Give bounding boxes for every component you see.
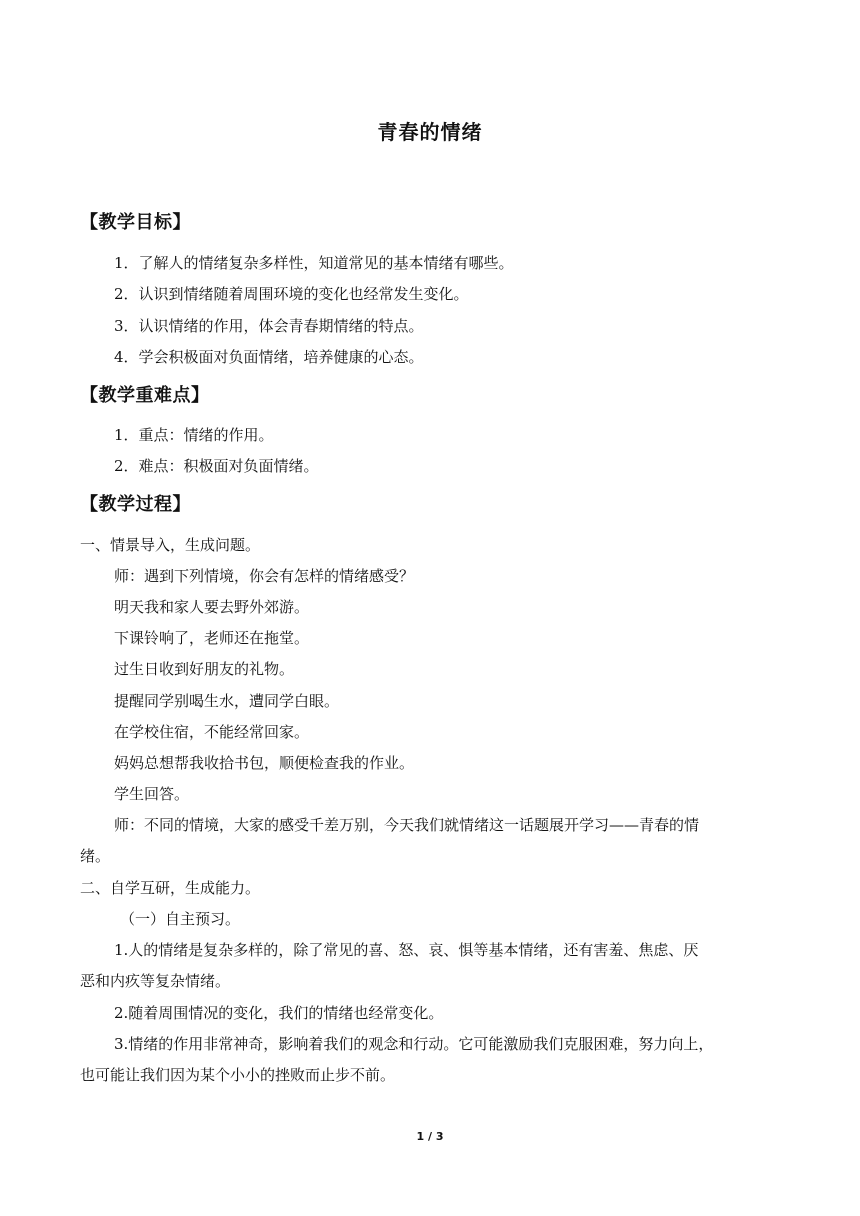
goal-item: 4．学会积极面对负面情绪，培养健康的心态。 [114, 348, 424, 366]
goal-item: 3．认识情绪的作用，体会青春期情绪的特点。 [114, 317, 424, 335]
process-line: 学生回答。 [114, 785, 190, 803]
process-part-title: 二、自学互研，生成能力。 [80, 879, 261, 897]
paragraph-line: 1.人的情绪是复杂多样的，除了常见的喜、怒、哀、惧等基本情绪，还有害羞、焦虑、厌 [114, 941, 699, 959]
paragraph-line: 也可能让我们因为某个小小的挫败而止步不前。 [80, 1066, 396, 1084]
process-line: 师：遇到下列情境，你会有怎样的情绪感受？ [114, 567, 415, 585]
paragraph-line: 3.情绪的作用非常神奇，影响着我们的观念和行动。它可能激励我们克服困难，努力向上， [114, 1035, 714, 1053]
paragraph-line: 恶和内疚等复杂情绪。 [80, 972, 231, 990]
paragraph-line: 2.随着周围情况的变化，我们的情绪也经常变化。 [114, 1004, 444, 1022]
process-line: 妈妈总想帮我收拾书包，顺便检查我的作业。 [114, 754, 415, 772]
section-heading-key-points: 【教学重难点】 [80, 385, 210, 406]
goal-item: 2．认识到情绪随着周围环境的变化也经常发生变化。 [114, 285, 469, 303]
teacher-line: 师：不同的情境，大家的感受千差万别，今天我们就情绪这一话题展开学习——青春的情 [114, 816, 700, 834]
process-line: 下课铃响了，老师还在拖堂。 [114, 629, 310, 647]
teacher-line-continued: 绪。 [80, 847, 111, 865]
process-line: 过生日收到好朋友的礼物。 [114, 660, 295, 678]
section-heading-process: 【教学过程】 [80, 494, 191, 515]
goal-item: 1．了解人的情绪复杂多样性，知道常见的基本情绪有哪些。 [114, 254, 514, 272]
section-heading-goals: 【教学目标】 [80, 212, 191, 233]
key-point-item: 2．难点：积极面对负面情绪。 [114, 457, 319, 475]
page-number: 1 / 3 [416, 1130, 444, 1143]
process-subsection-title: （一）自主预习。 [120, 910, 241, 928]
process-line: 明天我和家人要去野外郊游。 [114, 598, 310, 616]
process-part-title: 一、情景导入，生成问题。 [80, 536, 261, 554]
key-point-item: 1．重点：情绪的作用。 [114, 426, 274, 444]
document-title: 青春的情绪 [377, 120, 483, 144]
process-line: 提醒同学别喝生水，遭同学白眼。 [114, 692, 340, 710]
process-line: 在学校住宿，不能经常回家。 [114, 723, 310, 741]
